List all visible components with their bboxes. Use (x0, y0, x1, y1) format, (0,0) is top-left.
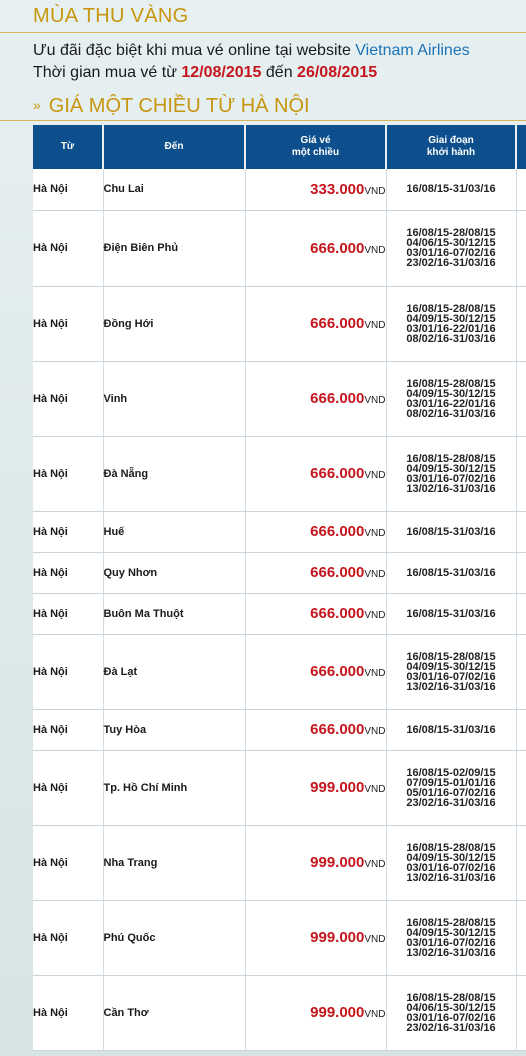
cell-period (386, 286, 516, 361)
title-divider (0, 32, 526, 33)
period-line: 03/01/16-07/02/16 (406, 1011, 496, 1024)
cell-to: Phú Quốc (103, 900, 245, 975)
cell-period (386, 169, 516, 210)
cell-period (386, 709, 516, 750)
cell-period (386, 825, 516, 900)
cell-extra (516, 750, 526, 825)
period-line: 16/08/15-31/03/16 (406, 525, 496, 538)
price-currency: VND (364, 859, 386, 870)
price-amount: 666.000 (310, 605, 365, 622)
cell-price (245, 900, 386, 975)
cell-price (245, 286, 386, 361)
price-amount: 666.000 (310, 390, 365, 407)
period-line: 03/01/16-22/01/16 (406, 397, 496, 410)
price-currency: VND (364, 610, 386, 621)
promo-period (33, 64, 377, 82)
cell-extra (516, 593, 526, 634)
cell-from: Hà Nội (33, 511, 103, 552)
period-line: 04/09/15-30/12/15 (406, 851, 496, 864)
period-line: 04/09/15-30/12/15 (406, 660, 496, 673)
cell-period (386, 750, 516, 825)
cell-to: Vinh (103, 361, 245, 436)
cell-price (245, 210, 386, 286)
cell-period (386, 436, 516, 511)
cell-price (245, 593, 386, 634)
cell-price (245, 825, 386, 900)
period-line: 03/01/16-07/02/16 (406, 670, 496, 683)
fare-table-header-row (33, 125, 526, 169)
period-line: 16/08/15-28/08/15 (406, 377, 496, 390)
page-title: MÙA THU VÀNG (33, 5, 189, 27)
price-currency: VND (364, 784, 386, 795)
cell-from: Hà Nội (33, 900, 103, 975)
cell-extra (516, 361, 526, 436)
cell-from: Hà Nội (33, 975, 103, 1050)
table-row (33, 436, 526, 511)
fare-table-body (33, 169, 526, 1050)
period-line: 07/09/15-01/01/16 (406, 776, 496, 789)
price-currency: VND (364, 934, 386, 945)
cell-extra (516, 825, 526, 900)
cell-extra (516, 511, 526, 552)
price-amount: 666.000 (310, 523, 365, 540)
period-line: 23/02/16-31/03/16 (406, 1021, 496, 1034)
header-extra (516, 125, 526, 169)
price-amount: 999.000 (310, 1004, 365, 1021)
promo-prefix-text: Ưu đãi đặc biệt khi mua vé online tại website (33, 42, 356, 59)
period-line: 23/02/16-31/03/16 (406, 257, 496, 269)
period-line: 05/01/16-07/02/16 (406, 786, 496, 799)
period-line: 16/08/15-28/08/15 (406, 916, 496, 929)
table-row (33, 900, 526, 975)
cell-to: Điện Biên Phủ (103, 210, 245, 286)
price-currency: VND (364, 668, 386, 679)
period-line: 08/02/16-31/03/16 (406, 407, 496, 420)
period-line: 03/01/16-07/02/16 (406, 936, 496, 949)
period-line: 04/06/15-30/12/15 (406, 237, 496, 249)
cell-to: Nha Trang (103, 825, 245, 900)
cell-from: Hà Nội (33, 709, 103, 750)
cell-to: Cần Thơ (103, 975, 245, 1050)
cell-period (386, 593, 516, 634)
period-line: 16/08/15-28/08/15 (406, 841, 496, 854)
cell-period (386, 900, 516, 975)
cell-to: Tuy Hòa (103, 709, 245, 750)
price-currency: VND (364, 244, 386, 256)
section-divider (0, 120, 526, 121)
price-currency: VND (364, 395, 386, 406)
table-row (33, 709, 526, 750)
header-price-line2: một chiều (291, 147, 340, 158)
cell-to: Đà Lạt (103, 634, 245, 709)
cell-period (386, 552, 516, 593)
header-period-line2: khởi hành (426, 147, 476, 158)
period-line: 04/09/15-30/12/15 (406, 387, 496, 400)
cell-from: Hà Nội (33, 593, 103, 634)
header-period (386, 125, 516, 169)
header-to: Đến (103, 125, 245, 169)
cell-period (386, 975, 516, 1050)
period-line: 16/08/15-28/08/15 (406, 452, 496, 465)
cell-period (386, 634, 516, 709)
period-line: 04/09/15-30/12/15 (406, 312, 496, 325)
price-amount: 666.000 (310, 315, 365, 332)
period-line: 16/08/15-31/03/16 (406, 566, 496, 579)
price-currency: VND (364, 726, 386, 737)
cell-from: Hà Nội (33, 210, 103, 286)
cell-to: Huế (103, 511, 245, 552)
cell-to: Đà Nẵng (103, 436, 245, 511)
period-line: 04/09/15-30/12/15 (406, 926, 496, 939)
cell-extra (516, 552, 526, 593)
period-line: 03/01/16-07/02/16 (406, 861, 496, 874)
cell-extra (516, 975, 526, 1050)
period-line: 13/02/16-31/03/16 (406, 482, 496, 495)
cell-extra (516, 286, 526, 361)
table-row (33, 361, 526, 436)
header-price-line1: Giá vé (300, 135, 331, 146)
cell-to: Quy Nhơn (103, 552, 245, 593)
cell-period (386, 210, 516, 286)
period-line: 13/02/16-31/03/16 (406, 946, 496, 959)
period-line: 08/02/16-31/03/16 (406, 332, 496, 345)
cell-extra (516, 436, 526, 511)
price-amount: 666.000 (310, 721, 365, 738)
table-row (33, 634, 526, 709)
period-line: 16/08/15-28/08/15 (406, 302, 496, 315)
price-amount: 666.000 (310, 663, 365, 680)
period-line: 16/08/15-28/08/15 (406, 650, 496, 663)
header-period-line1: Giai đoạn (428, 135, 474, 146)
table-row (33, 286, 526, 361)
price-amount: 333.000 (310, 180, 365, 198)
price-currency: VND (364, 470, 386, 481)
cell-to: Chu Lai (103, 169, 245, 210)
cell-to: Tp. Hồ Chí Minh (103, 750, 245, 825)
period-line: 16/08/15-31/03/16 (406, 183, 496, 196)
cell-extra (516, 709, 526, 750)
period-line: 16/08/15-28/08/15 (406, 991, 496, 1004)
table-row (33, 210, 526, 286)
cell-from: Hà Nội (33, 750, 103, 825)
table-row (33, 511, 526, 552)
cell-price (245, 436, 386, 511)
period-line: 03/01/16-07/02/16 (406, 247, 496, 259)
cell-price (245, 975, 386, 1050)
price-amount: 999.000 (310, 779, 365, 796)
cell-extra (516, 900, 526, 975)
period-line: 03/01/16-22/01/16 (406, 322, 496, 335)
table-row (33, 750, 526, 825)
period-line: 16/08/15-31/03/16 (406, 723, 496, 736)
table-row (33, 825, 526, 900)
cell-period (386, 511, 516, 552)
cell-from: Hà Nội (33, 361, 103, 436)
section-heading (33, 95, 310, 118)
double-chevron-icon: » (33, 97, 41, 113)
period-line: 16/08/15-28/08/15 (406, 227, 496, 239)
price-amount: 666.000 (310, 239, 365, 257)
header-price (245, 125, 386, 169)
cell-price (245, 511, 386, 552)
price-currency: VND (364, 528, 386, 539)
cell-price (245, 169, 386, 210)
cell-price (245, 750, 386, 825)
period-start-date: 12/08/2015 (181, 64, 262, 81)
table-row (33, 552, 526, 593)
table-row (33, 975, 526, 1050)
vietnam-airlines-link[interactable]: Vietnam Airlines (355, 42, 470, 59)
cell-extra (516, 634, 526, 709)
cell-from: Hà Nội (33, 634, 103, 709)
period-line: 13/02/16-31/03/16 (406, 871, 496, 884)
promo-description (33, 42, 470, 60)
cell-extra (516, 169, 526, 210)
cell-to: Đồng Hới (103, 286, 245, 361)
period-line: 13/02/16-31/03/16 (406, 680, 496, 693)
cell-extra (516, 210, 526, 286)
cell-from: Hà Nội (33, 825, 103, 900)
table-row (33, 593, 526, 634)
cell-price (245, 552, 386, 593)
period-line: 04/06/15-30/12/15 (406, 1001, 496, 1014)
cell-from: Hà Nội (33, 169, 103, 210)
cell-price (245, 634, 386, 709)
period-line: 23/02/16-31/03/16 (406, 796, 496, 809)
table-row (33, 169, 526, 210)
price-amount: 666.000 (310, 564, 365, 581)
cell-to: Buôn Ma Thuột (103, 593, 245, 634)
cell-from: Hà Nội (33, 286, 103, 361)
period-line: 03/01/16-07/02/16 (406, 472, 496, 485)
section-title-text: GIÁ MỘT CHIỀU TỪ HÀ NỘI (48, 95, 310, 117)
period-line: 04/09/15-30/12/15 (406, 462, 496, 475)
cell-price (245, 709, 386, 750)
fare-table (33, 125, 526, 1051)
cell-price (245, 361, 386, 436)
cell-from: Hà Nội (33, 552, 103, 593)
period-line: 16/08/15-02/09/15 (406, 766, 496, 779)
price-currency: VND (364, 1009, 386, 1020)
period-prefix-text: Thời gian mua vé từ (33, 64, 182, 81)
price-amount: 999.000 (310, 854, 365, 871)
period-end-date: 26/08/2015 (297, 64, 378, 81)
price-currency: VND (364, 569, 386, 580)
price-amount: 666.000 (310, 465, 365, 482)
period-separator-text: đến (261, 64, 298, 81)
price-currency: VND (364, 185, 386, 197)
period-line: 16/08/15-31/03/16 (406, 607, 496, 620)
header-from: Từ (33, 125, 103, 169)
price-amount: 999.000 (310, 929, 365, 946)
cell-from: Hà Nội (33, 436, 103, 511)
price-currency: VND (364, 320, 386, 331)
cell-period (386, 361, 516, 436)
